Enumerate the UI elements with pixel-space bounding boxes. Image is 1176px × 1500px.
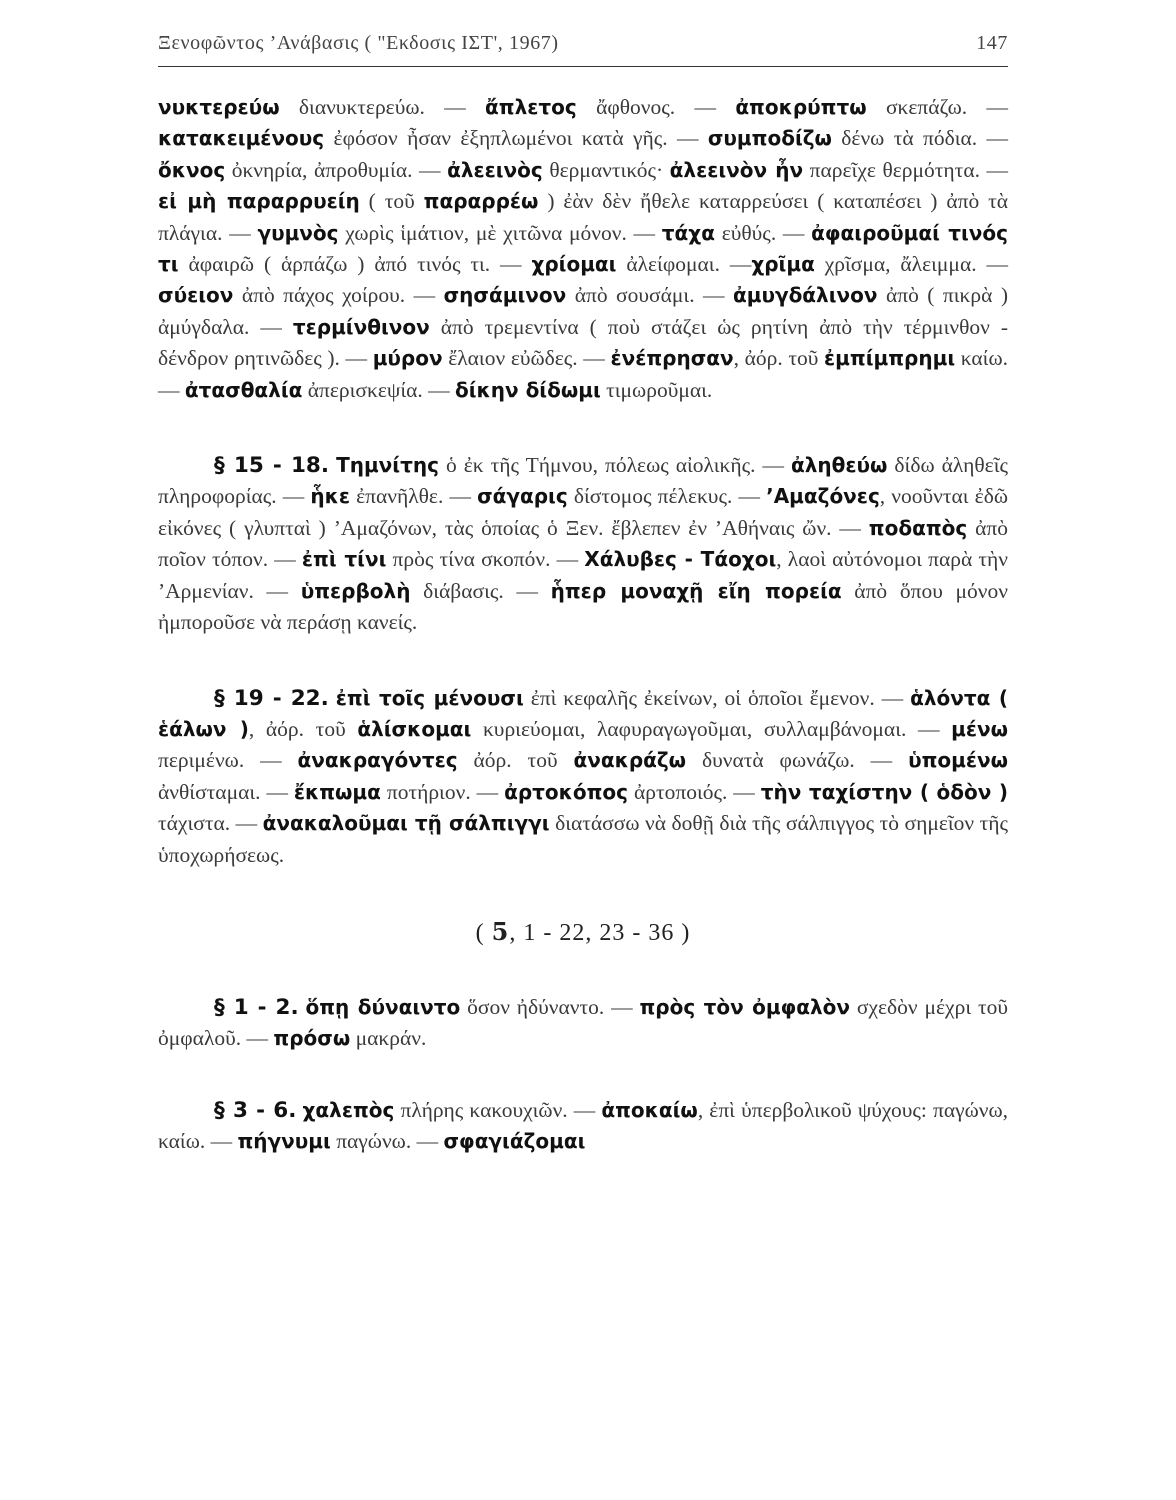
heading-book-number: 5 [491,916,510,946]
gloss: δίδω ἀληθεῖς πληροφορίας. — [158,453,1008,509]
gloss: τάχιστα. — [158,811,263,836]
term: μένω [951,716,1008,741]
term: ἔκπωμα [293,779,381,804]
term: ἀποκαίω [601,1097,698,1122]
term: χρῖμα [751,252,815,277]
term: ἧπερ μοναχῇ εἴη πορεία [550,578,842,603]
gloss: , λαοὶ αὐτόνομοι παρὰ τὴν ’Αρμενίαν. — [158,547,1008,603]
gloss: εὐθύς. — [714,220,812,245]
gloss: ἀπὸ ( πικρὰ ) ἀμύγδαλα. — [158,283,1008,339]
term: ἀνακραγόντες [297,748,458,773]
gloss: κυριεύομαι, λαφυραγωγοῦμαι, συλλαμβάνομαι. — [471,716,952,741]
gloss: καίω. — [158,346,1008,402]
gloss: , ἀόρ. τοῦ [733,346,825,371]
term: ἀνακαλοῦμαι τῇ σάλπιγγι [262,811,550,836]
gloss: δίστομος πέλεκυς. — [567,484,767,509]
term: σφαγιάζομαι [443,1129,586,1154]
gloss: ἀφαιρῶ ( ἁρπάζω ) ἀπό τινός τι. — [178,252,532,277]
term: ἀλεεινὸν ἦν [669,157,804,182]
gloss: ὁ ἐκ τῆς Τήμνου, πόλεως αἰολικῆς. — [438,453,791,478]
term: κατακειμένους [158,126,325,151]
term: ὄκνος [158,157,226,182]
gloss: ἀπὸ πάχος χοίρου. — [233,283,444,308]
term: ἐνέπρησαν [610,346,734,371]
term: παραρρέω [423,189,539,214]
gloss: ἀλείφομαι. — [616,252,752,277]
gloss: ) ἐὰν δὲν ἤθελε καταρρεύσει ( καταπέσει ) ἀπὸ τὰ πλάγια. — [158,189,1009,245]
term: ἀνακράζω [573,748,687,773]
term: ἀποκρύπτω [735,95,867,119]
gloss: ἔλαιον εὐῶδες. — [442,346,611,371]
heading-open: ( [475,919,492,946]
term: ἧκε [310,484,350,509]
gloss: ἀπὸ ποῖον τόπον. — [158,515,1009,572]
gloss: , ἐπὶ ὑπερβολικοῦ ψύχους: παγώνω, καίω. — [158,1097,1009,1154]
term: τὴν ταχίστην ( ὁδὸν ) [760,779,1008,804]
gloss: τιμωροῦμαι. [600,377,713,402]
term: ἀληθεύω [791,453,888,478]
gloss: ἀρτοποιός. — [628,779,761,804]
gloss: θερμαντικός· [542,157,670,182]
glossary-paragraph-1 [158,92,1008,406]
gloss: πλήρης κακουχιῶν. — [394,1097,602,1122]
glossary-paragraph-4 [158,992,1008,1055]
term: σησάμινον [443,283,567,308]
section-marker: § 19 - 22. [214,685,329,711]
gloss: πρὸς τίνα σκοπόν. — [386,547,585,572]
term: Χάλυβες - Τάοχοι [584,547,777,572]
term: ἁλίσκομαι [357,716,472,741]
glossary-paragraph-3 [158,683,1008,871]
gloss: περιμένω. — [158,748,298,773]
gloss: ἀόρ. τοῦ [457,748,574,773]
term: ὑπερβολὴ [300,578,411,603]
gloss: ἐφόσον ἦσαν ἐξηπλωμένοι κατὰ γῆς. — [324,126,708,151]
term: ἀλεεινὸς [447,157,543,182]
term: μύρον [372,346,443,371]
gloss: δυνατὰ φωνάζω. — [686,748,909,773]
gloss: σχεδὸν μέχρι τοῦ ὀμφαλοῦ. — [158,994,1008,1051]
gloss: μακράν. [350,1026,427,1051]
gloss: ἀπὸ ὅπου μόνον ἠμποροῦσε νὰ περάσῃ κανείς. [158,578,1008,635]
glossary-paragraph-5 [158,1095,1008,1158]
gloss: χρῖσμα, ἄλειμμα. — [814,252,1008,277]
term: ὑπομένω [908,748,1008,773]
gloss: ποτήριον. — [380,779,505,804]
term: ἀμυγδάλινον [732,283,878,308]
term: πρόσω [273,1026,351,1051]
section-marker: § 1 - 2. [214,994,299,1020]
gloss: διανυκτερεύω. — [279,95,486,119]
gloss: ὅσον ἠδύναντο. — [460,994,640,1019]
gloss: ἐπανῆλθε. — [349,484,478,509]
gloss: ἀπὸ τρεμεντίνα ( ποὺ στάζει ὡς ρητίνη ἀπὸ τὴν τέρμινθον - δένδρον ρητινῶδες ). — [158,314,1008,371]
gloss: ἀνθίσταμαι. — [158,779,294,804]
gloss: χωρὶς ἱμάτιον, μὲ χιτῶνα μόνον. — [338,220,662,245]
heading-range: , 1 - 22, 23 - 36 ) [509,919,691,946]
term: τερμίνθινον [292,314,430,339]
term: τάχα [661,220,715,245]
term: ἐπὶ τοῖς μένουσι [335,685,524,710]
glossary-paragraph-2 [158,450,1008,638]
term: γυμνὸς [257,220,339,245]
term: ἐμπίμπρημι [824,346,956,371]
term: ἀρτοκόπος [504,779,629,804]
gloss: ( τοῦ [359,189,424,214]
page-header [158,26,1008,67]
running-title: Ξενοφῶντος ’Ανάβασις ( "Εκδοσις ΙΣΤ', 1967) [158,32,559,54]
term: εἰ μὴ παραρρυείη [158,189,360,214]
term: ἁλόντα ( ἑάλων ) [158,685,1009,741]
gloss: ὀκνηρία, ἀπροθυμία. — [225,157,448,182]
term: ποδαπὸς [868,515,968,540]
gloss: διατάσσω νὰ δοθῇ διὰ τῆς σάλπιγγος τὸ σημεῖον τῆς ὑποχωρήσεως. [158,811,1009,867]
term: ἄπλετος [485,95,577,119]
term: δίκην δίδωμι [455,377,601,402]
gloss: ἄφθονος. — [576,95,736,119]
gloss: δένω τὰ πόδια. — [831,126,1008,151]
term: χαλεπὸς [302,1097,395,1122]
gloss: ἀπερισκεψία. — [302,377,455,402]
gloss: παγώνω. — [330,1129,444,1154]
term: πρὸς τὸν ὀμφαλὸν [639,994,851,1019]
gloss: , νοοῦνται ἐδῶ εἰκόνες ( γλυπταὶ ) ’Αμαζόνων, τὰς ὁποίας ὁ Ξεν. ἔβλεπεν ἐν ’Αθήναις ὤν. — [158,484,1008,540]
gloss: ἀπὸ σουσάμι. — [566,283,733,308]
term: συμποδίζω [707,126,832,151]
page-number: 147 [976,32,1008,54]
section-marker: § 15 - 18. [214,453,330,479]
gloss: ἐπὶ κεφαλῆς ἐκείνων, οἱ ὁποῖοι ἔμενον. — [523,685,911,710]
gloss: διάβασις. — [410,578,551,603]
term: σύειον [158,283,234,308]
term: σάγαρις [477,484,568,509]
term: Τημνίτης [336,453,439,478]
gloss: , ἀόρ. τοῦ [248,716,358,741]
chapter-reference-heading [158,915,1008,950]
term: νυκτερεύω [158,95,280,119]
section-marker: § 3 - 6. [214,1097,297,1123]
term: χρίομαι [531,252,617,277]
term: ἀτασθαλία [184,377,303,402]
term: πήγνυμι [237,1129,331,1154]
gloss: παρεῖχε θερμότητα. — [803,157,1009,182]
glossary-body [158,92,1008,1202]
term: ὅπῃ δύναιντο [305,994,461,1019]
term: ἐπὶ τίνι [301,547,387,572]
term: ’Αμαζόνες [766,484,880,509]
term: ἀφαιροῦμαί τινός τι [158,220,1009,277]
gloss: σκεπάζω. — [866,95,1008,119]
